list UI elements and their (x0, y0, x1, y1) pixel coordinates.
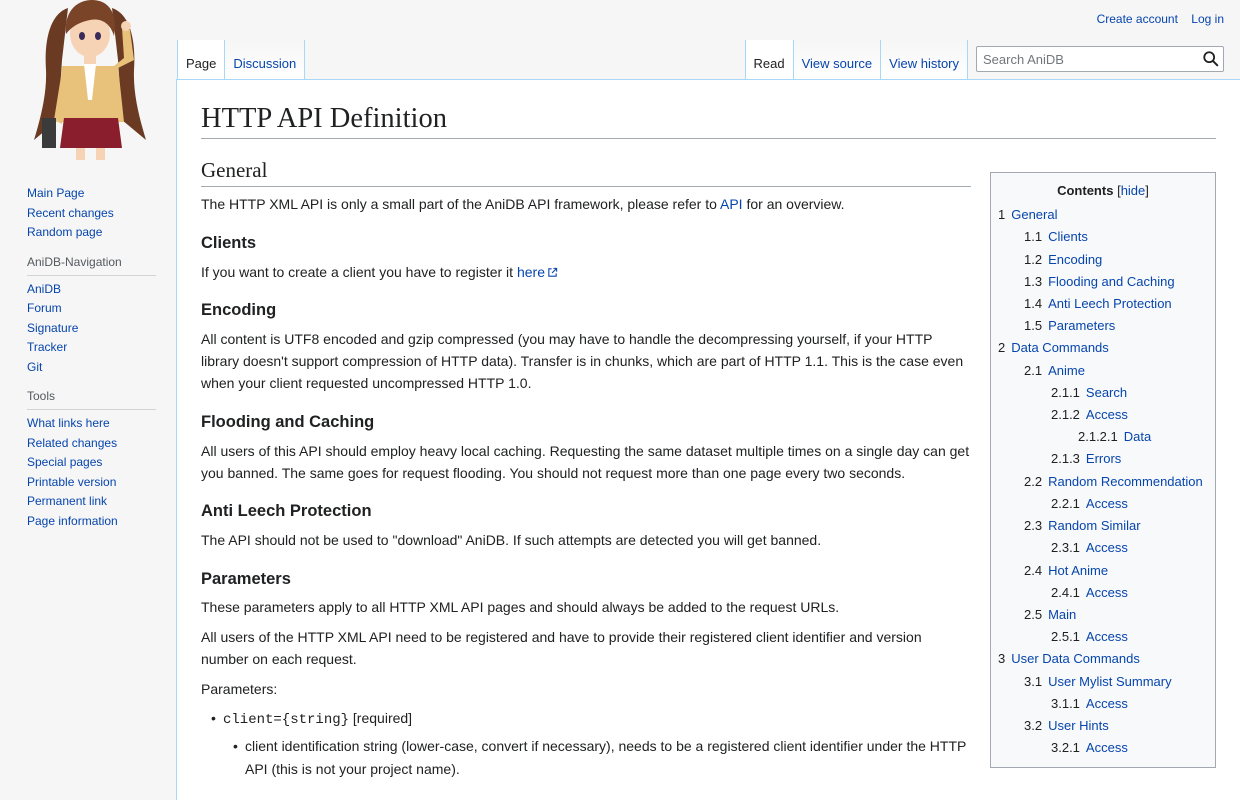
section-heading-general: General (201, 157, 971, 187)
bracket: [ (1117, 183, 1121, 199)
toc-item[interactable] (998, 537, 1208, 559)
toc-item[interactable] (998, 582, 1208, 604)
param-client-code: client={string} (223, 711, 350, 728)
sidebar-item-forum[interactable]: Forum (27, 301, 62, 315)
sidebar-item-git[interactable]: Git (27, 359, 43, 374)
sidebar-item-what-links-here[interactable]: What links here (27, 416, 110, 430)
toc-item-number: 2 (998, 340, 1006, 356)
section-heading-flooding: Flooding and Caching (201, 412, 375, 431)
toc-item-number: 1.4 (1024, 296, 1043, 312)
toc-item-number: 2.4 (1024, 562, 1043, 578)
toc-item-link[interactable]: Data (1123, 429, 1152, 445)
toc-item[interactable] (998, 249, 1208, 271)
toc-item-number: 1.1 (1024, 229, 1043, 245)
article-main-column (201, 157, 971, 780)
toc-item-number: 2.1.2 (1051, 407, 1080, 423)
toc-item-link[interactable]: Flooding and Caching (1048, 273, 1175, 289)
toc-item-number: 3.1 (1024, 673, 1043, 689)
sidebar-item-permanent-link[interactable]: Permanent link (27, 494, 108, 508)
toc-item-number: 2.1.2.1 (1078, 429, 1118, 445)
section-heading-clients: Clients (201, 233, 257, 252)
parameters-paragraph-2: All users of the HTTP XML API need to be registered and have to provide their registered client identifier and version number on each request. (201, 628, 922, 668)
sidebar-item-random-page[interactable]: Random page (27, 225, 103, 239)
sidebar-item-anidb[interactable]: AniDB (27, 281, 62, 296)
toc-item[interactable] (998, 426, 1208, 448)
clients-paragraph (201, 261, 971, 283)
register-here-link[interactable]: here (516, 263, 545, 280)
toc-item-number: 2.1 (1024, 362, 1043, 378)
tab-discussion-label: Discussion (233, 56, 297, 71)
toc-item-number: 1.2 (1024, 251, 1043, 267)
toc-item[interactable] (998, 648, 1208, 670)
parameters-label: Parameters: (201, 680, 278, 697)
toc-item-link[interactable]: Random Recommendation (1048, 473, 1203, 489)
text: If you want to create a client you have to register it (201, 263, 517, 280)
toc-item[interactable] (998, 315, 1208, 337)
sidebar-anidb-navigation (27, 255, 156, 378)
toc-item-link[interactable]: Access (1085, 407, 1128, 423)
sidebar-item-tracker[interactable]: Tracker (27, 340, 68, 354)
toc-item-link[interactable]: User Mylist Summary (1048, 673, 1172, 689)
toc-item[interactable] (998, 604, 1208, 626)
list-item: • client identification string (lower-case, convert if necessary), needs to be a registered client identifier under the HTTP API (this is not your project name). (245, 735, 971, 780)
log-in-link[interactable]: Log in (1191, 12, 1224, 26)
anime-girl-mascot-icon (0, 0, 176, 160)
toc-item-link[interactable]: Anime (1048, 362, 1085, 378)
tab-view-history-label: View history (889, 56, 959, 71)
toc-item-link[interactable]: Hot Anime (1048, 562, 1109, 578)
toc-item-link[interactable]: Random Similar (1048, 518, 1141, 534)
toc-item[interactable] (998, 737, 1208, 759)
sidebar (0, 160, 176, 531)
toc-item-link[interactable]: Data Commands (1011, 340, 1109, 356)
toc-heading: Contents (1057, 183, 1114, 199)
toc-item[interactable] (998, 693, 1208, 715)
article-body (201, 157, 1216, 780)
sidebar-item-special-pages[interactable]: Special pages (27, 455, 103, 469)
toc-item-link[interactable]: Access (1085, 495, 1128, 511)
toc-item[interactable] (998, 626, 1208, 648)
toc-item-link[interactable]: Access (1085, 584, 1128, 600)
toc-item-link[interactable]: General (1011, 207, 1058, 223)
text: for an overview. (742, 196, 845, 213)
toc-item-link[interactable]: Encoding (1048, 251, 1103, 267)
toc-item-number: 1.3 (1024, 273, 1043, 289)
sidebar-item-signature[interactable]: Signature (27, 320, 79, 335)
toc-item[interactable] (998, 271, 1208, 293)
toc-item-number: 2.2 (1024, 473, 1043, 489)
toc-hide-link[interactable]: hide (1120, 183, 1146, 199)
general-paragraph (201, 193, 971, 215)
toc-item-number: 3.2.1 (1051, 740, 1080, 756)
toc-item-number: 2.3 (1024, 518, 1043, 534)
divider (27, 409, 156, 410)
api-link[interactable]: API (720, 196, 743, 213)
toc-item-link[interactable]: Access (1085, 629, 1128, 645)
list-item (223, 707, 971, 780)
sidebar-item-related-changes[interactable]: Related changes (27, 435, 118, 450)
sidebar-section-title: AniDB-Navigation (27, 254, 122, 269)
external-link-icon (547, 267, 558, 278)
site-logo[interactable] (0, 0, 176, 160)
sidebar-item-page-information[interactable]: Page information (27, 513, 118, 528)
toc-item-number: 3.1.1 (1051, 695, 1080, 711)
toc-item-link[interactable]: User Data Commands (1011, 651, 1140, 667)
toc-item-number: 2.3.1 (1051, 540, 1080, 556)
personal-tools (1087, 12, 1224, 26)
sidebar-item-recent-changes[interactable]: Recent changes (27, 205, 114, 220)
encoding-paragraph: All content is UTF8 encoded and gzip compressed (you may have to handle the decompressing yourself, if your HTTP library doesn't support compression of HTTP data). Transfer is in chunks, which are part of HTTP 1.1. This is the case even when your client requested uncompressed HTTP 1.0. (201, 330, 964, 392)
tab-page-label: Page (186, 56, 217, 71)
tab-view-history[interactable] (881, 40, 968, 80)
toc-item-number: 2.1.3 (1051, 451, 1080, 467)
tab-page[interactable] (177, 40, 225, 80)
namespace-tabs (177, 40, 305, 80)
toc-item-link[interactable]: Anti Leech Protection (1048, 296, 1172, 312)
toc-item-number: 2.5 (1024, 606, 1043, 622)
sidebar-main-nav (27, 184, 156, 243)
param-required: [required] (349, 709, 413, 726)
sidebar-item-printable-version[interactable]: Printable version (27, 474, 117, 489)
toc-item[interactable] (998, 360, 1208, 382)
section-heading-parameters: Parameters (201, 569, 291, 588)
toc-item-link[interactable]: Clients (1048, 229, 1088, 245)
search-box (976, 46, 1224, 72)
tab-view-source[interactable] (794, 40, 882, 80)
toc-item-link[interactable]: Parameters (1048, 318, 1116, 334)
toc-item-number: 3.2 (1024, 717, 1043, 733)
toc-item[interactable] (998, 204, 1208, 226)
anti-leech-paragraph: The API should not be used to "download" AniDB. If such attempts are detected you will get banned. (201, 532, 822, 549)
toc-item-link[interactable]: Search (1085, 384, 1128, 400)
view-tabs (745, 40, 1240, 80)
toc-item[interactable] (998, 471, 1208, 493)
toc-item-link[interactable]: Errors (1085, 451, 1122, 467)
parameters-paragraph-1: These parameters apply to all HTTP XML API pages and should always be added to the request URLs. (201, 599, 840, 616)
toc-item-link[interactable]: Access (1085, 540, 1128, 556)
toc-item[interactable] (998, 671, 1208, 693)
toc-item-number: 1 (998, 207, 1006, 223)
parameters-list (223, 707, 971, 780)
search-icon[interactable] (1202, 50, 1220, 68)
tab-read-label: Read (753, 56, 785, 71)
toc-item-link[interactable]: Access (1085, 740, 1128, 756)
toc-item[interactable] (998, 493, 1208, 515)
sidebar-section-title: Tools (27, 389, 56, 403)
toc-item[interactable] (998, 404, 1208, 426)
sidebar-item-main-page[interactable]: Main Page (27, 186, 85, 200)
toc-title (998, 180, 1208, 202)
toc-item-number: 2.2.1 (1051, 495, 1080, 511)
text: The HTTP XML API is only a small part of the AniDB API framework, please refer to (201, 196, 720, 213)
content-area (176, 79, 1240, 800)
toc-item[interactable] (998, 337, 1208, 359)
create-account-link[interactable]: Create account (1096, 12, 1178, 26)
section-heading-encoding: Encoding (201, 300, 277, 319)
toc-item[interactable] (998, 715, 1208, 737)
toc-hide-wrap (1117, 183, 1149, 198)
toc-item[interactable] (998, 515, 1208, 537)
toc-item[interactable] (998, 293, 1208, 315)
toc-item[interactable] (998, 382, 1208, 404)
toc-item-link[interactable]: Main (1048, 606, 1077, 622)
toc-item-number: 2.1.1 (1051, 384, 1080, 400)
flooding-paragraph: All users of this API should employ heavy local caching. Requesting the same dataset multiple times on a single day can get you banned. The same goes for request flooding. You should not request more than one page every two seconds. (201, 442, 970, 482)
table-of-contents (990, 172, 1216, 768)
toc-item-number: 2.5.1 (1051, 629, 1080, 645)
tab-read[interactable] (745, 40, 794, 80)
toc-list (998, 204, 1208, 759)
page-title: HTTP API Definition (201, 100, 1216, 139)
sidebar-tools (27, 389, 156, 531)
toc-item-number: 2.4.1 (1051, 584, 1080, 600)
toc-item-link[interactable]: User Hints (1048, 717, 1109, 733)
search-input[interactable] (976, 46, 1224, 72)
toc-item-link[interactable]: Access (1085, 695, 1128, 711)
section-heading-anti-leech: Anti Leech Protection (201, 502, 372, 521)
bracket: ] (1145, 183, 1149, 199)
toc-item[interactable] (998, 226, 1208, 248)
tab-discussion[interactable] (225, 40, 305, 80)
toc-item-number: 1.5 (1024, 318, 1043, 334)
tab-view-source-label: View source (801, 56, 873, 71)
toc-item-number: 3 (998, 651, 1006, 667)
toc-item[interactable] (998, 560, 1208, 582)
toc-item[interactable] (998, 448, 1208, 470)
divider (27, 275, 156, 276)
